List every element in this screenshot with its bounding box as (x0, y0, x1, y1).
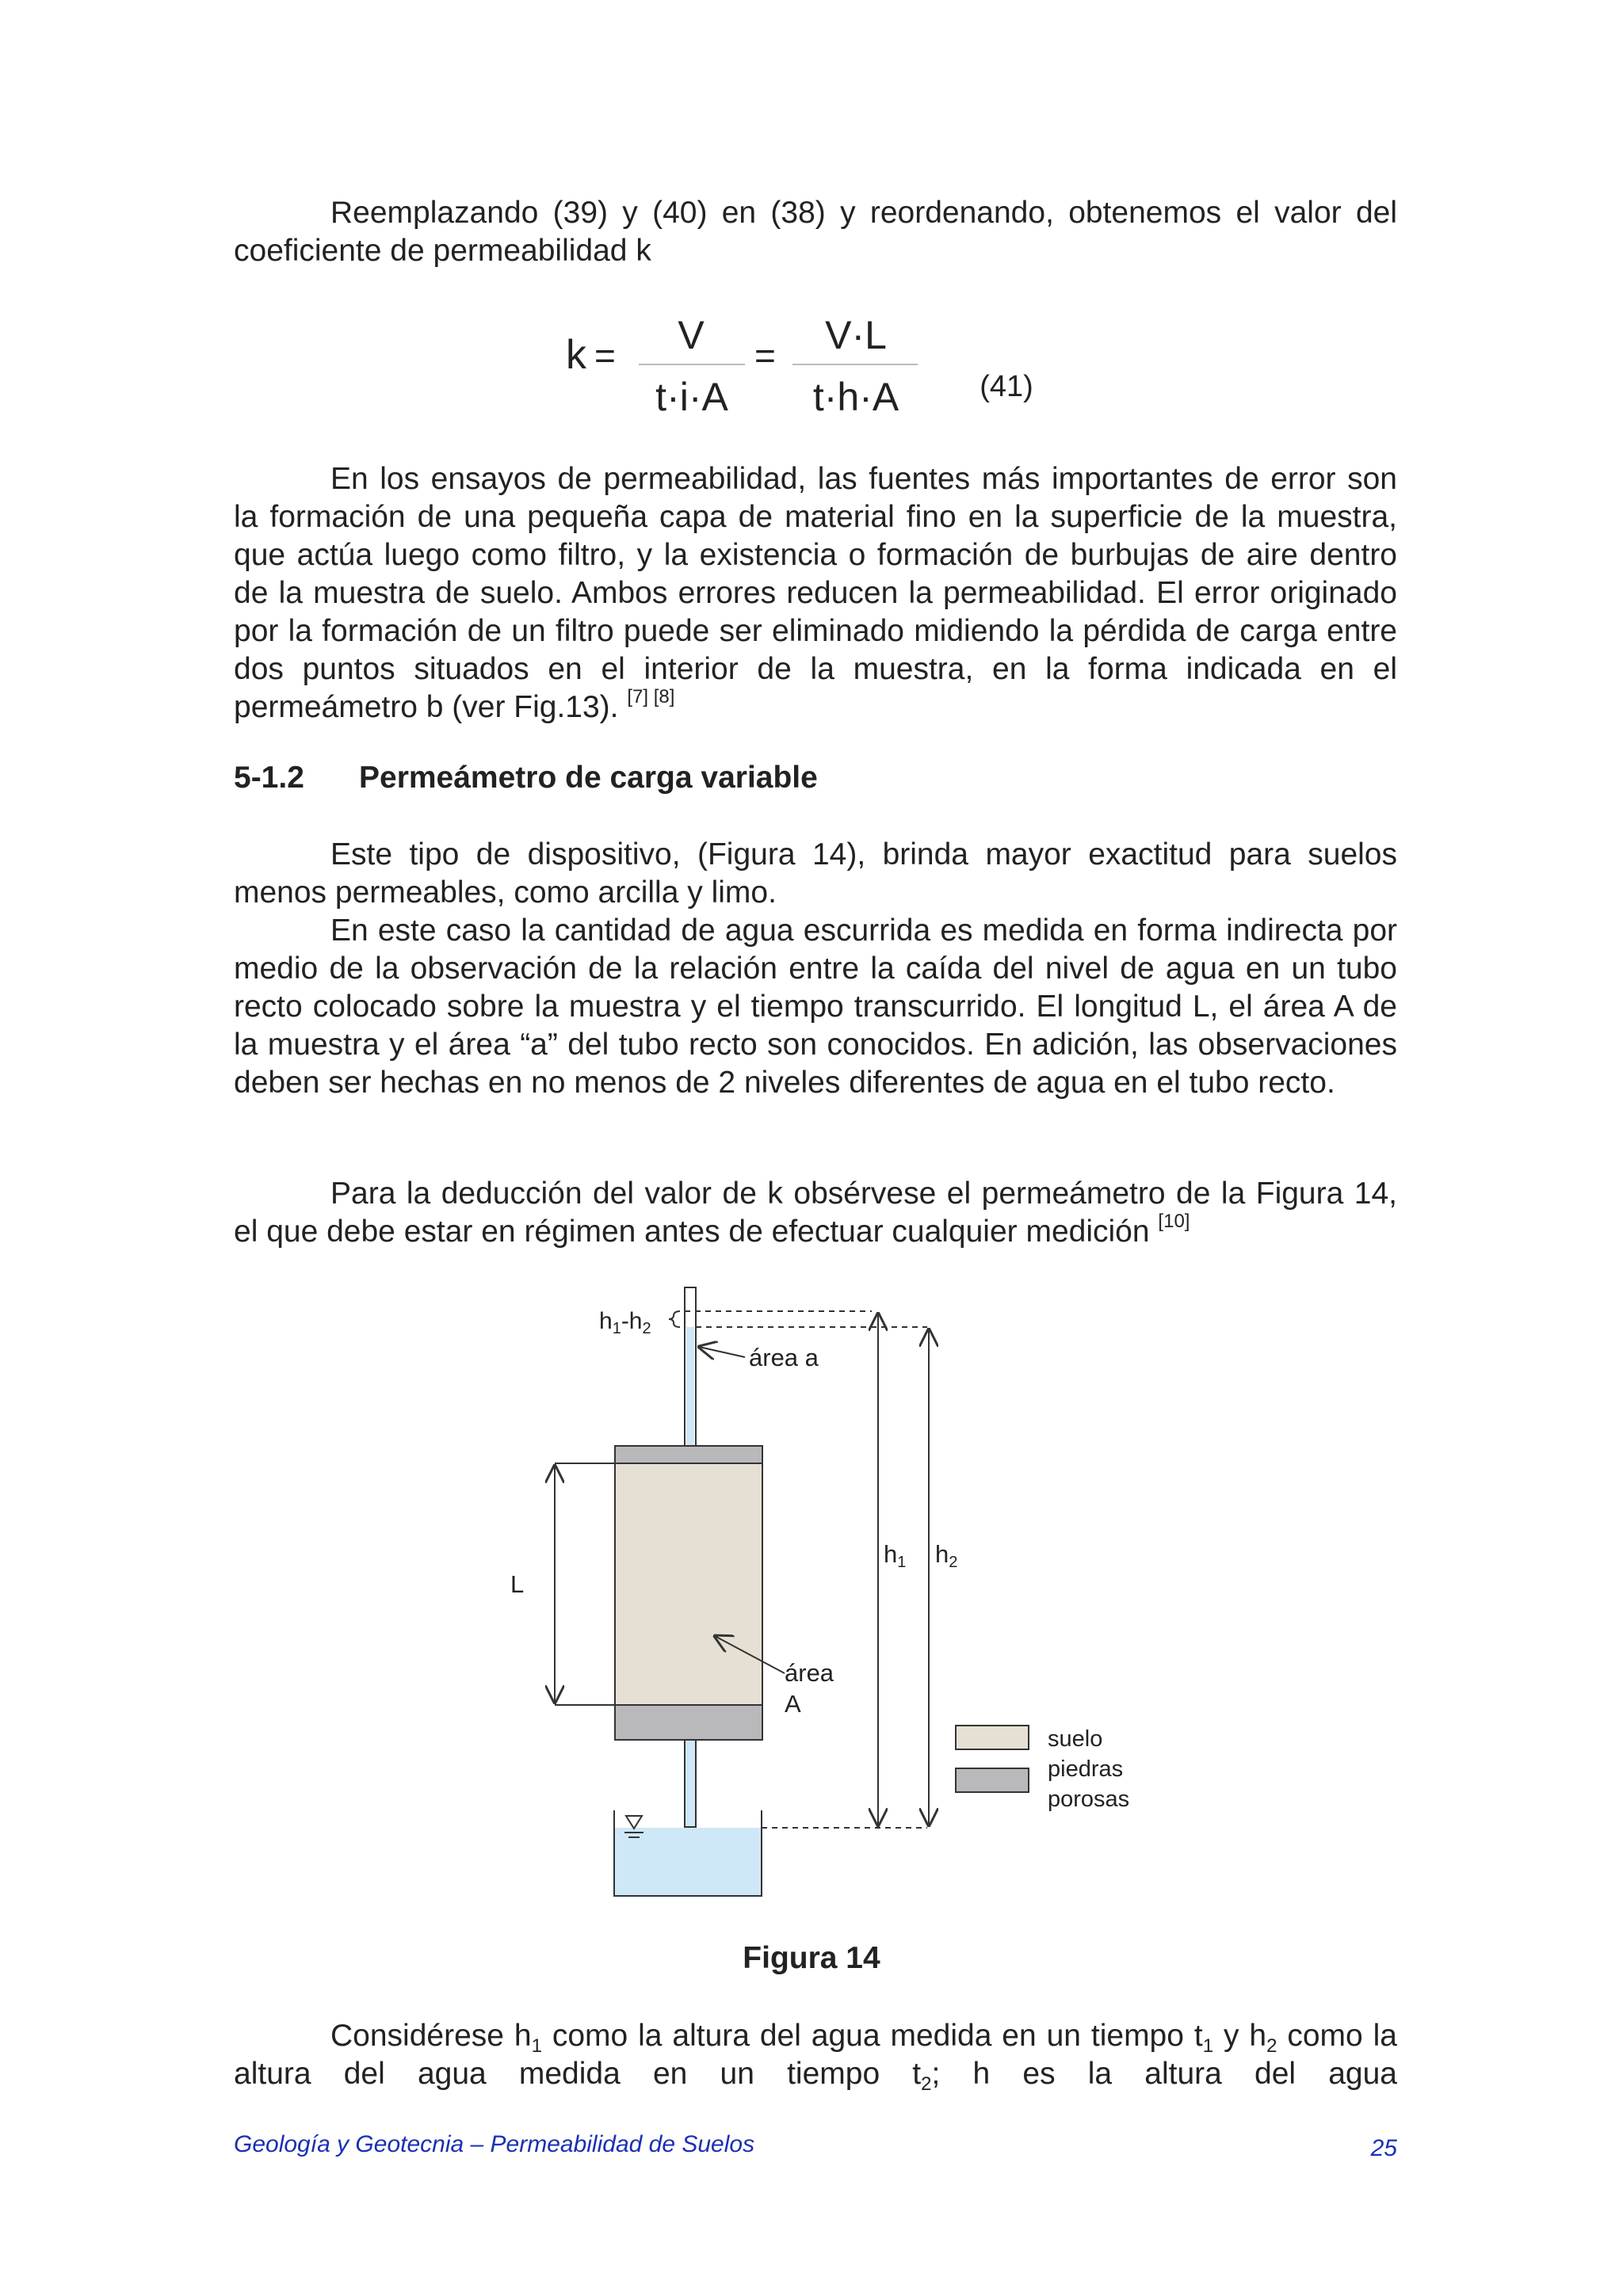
formula-41 (555, 301, 1125, 428)
label-L: L (510, 1570, 525, 1598)
paragraph-device-text: Este tipo de dispositivo, (Figura 14), brinda mayor exactitud para suelos menos permeables, como arcilla y limo. (234, 837, 1397, 910)
paragraph-device (234, 836, 1397, 912)
label-h1-h2: $h_1-h_2$ (599, 1308, 651, 1337)
section-title: Permeámetro de carga variable (359, 761, 818, 795)
bottom-porous-stone (615, 1705, 762, 1740)
area-a-arrow (699, 1347, 745, 1357)
water-level-icon (626, 1816, 642, 1829)
brace-icon (669, 1311, 680, 1327)
standpipe-water (686, 1327, 694, 1446)
legend-stones-label-line1: piedras (1048, 1756, 1124, 1782)
section-number: 5-1.2 (234, 761, 304, 795)
formula-den-2: t·h·A (812, 375, 899, 419)
paragraph-intro-text: Reemplazando (39) y (40) en (38) y reordenando, obtenemos el valor del coeficiente de permeabilidad k (234, 196, 1397, 268)
legend-stones-label-line2: porosas (1048, 1787, 1130, 1812)
paragraph-method (234, 912, 1397, 1102)
paragraph-method-text: En este caso la cantidad de agua escurrida es medida en forma indirecta por medio de la observación de la relación entre la caída del nivel de agua en un tubo recto colocado sobre la muestra y el tiempo transcurrido. El longitud L, el área A de la muestra y el área “a” del tubo recto son conocidos. En adición, las observaciones deben ser hechas en no menos de 2 niveles diferentes de agua en el tubo recto. (234, 913, 1397, 1100)
page-number: 25 (1370, 2135, 1397, 2161)
soil-sample (615, 1463, 762, 1705)
label-area-A-line2: A (785, 1690, 801, 1718)
formula-den-1: t·i·A (655, 375, 728, 419)
figure-14-permeameter (475, 1283, 1189, 1917)
legend-stones-swatch (956, 1768, 1029, 1792)
figure-caption: Figura 14 (743, 1941, 880, 1975)
formula-equals-1: = (594, 335, 616, 376)
section-heading (234, 759, 818, 797)
formula-num-2: V·L (825, 313, 887, 357)
formula-num-1: V (678, 313, 705, 357)
paragraph-deduction-text: Para la deducción del valor de k obsérvese el permeámetro de la Figura 14, el que debe estar en régimen antes de efectuar cualquier medición (234, 1177, 1397, 1249)
legend-soil-swatch (956, 1726, 1029, 1749)
formula-number: (41) (980, 370, 1033, 403)
outlet-pipe (685, 1740, 696, 1827)
label-area-A-line1: área (785, 1659, 834, 1687)
formula-equals-2: = (754, 335, 776, 376)
label-h2: h2 (935, 1540, 958, 1571)
paragraph-errors (234, 460, 1397, 727)
reference-10: [10] (1158, 1211, 1190, 1232)
paragraph-intro (234, 194, 1397, 270)
paragraph-heights: Considérese $h_1$ como la altura del agua medida en un tiempo $t_1$ y $h_2$ como la altura del agua medida en un tiempo $t_2$; h es la altura del agua (234, 2019, 1397, 2095)
paragraph-errors-text: En los ensayos de permeabilidad, las fuentes más importantes de error son la formación de una pequeña capa de material fino en la superficie de la muestra, que actúa luego como filtro, y la existencia o formación de burbujas de aire dentro de la muestra de suelo. Ambos errores reducen la permeabilidad. El error originado por la formación de un filtro puede ser eliminado midiendo la pérdida de carga entre dos puntos situados en el interior de la muestra, en la forma indicada en el permeámetro b (ver Fig.13). (234, 462, 1397, 724)
footer-title: Geología y Geotecnia – Permeabilidad de Suelos (234, 2131, 755, 2157)
paragraph-deduction (234, 1175, 1397, 1251)
top-porous-stone (615, 1446, 762, 1463)
legend-soil-label: suelo (1048, 1726, 1103, 1752)
formula-k: k (566, 332, 586, 378)
label-h1: h1 (884, 1540, 907, 1571)
reference-7-8: [7] [8] (627, 686, 675, 707)
label-area-a: área a (749, 1344, 819, 1371)
